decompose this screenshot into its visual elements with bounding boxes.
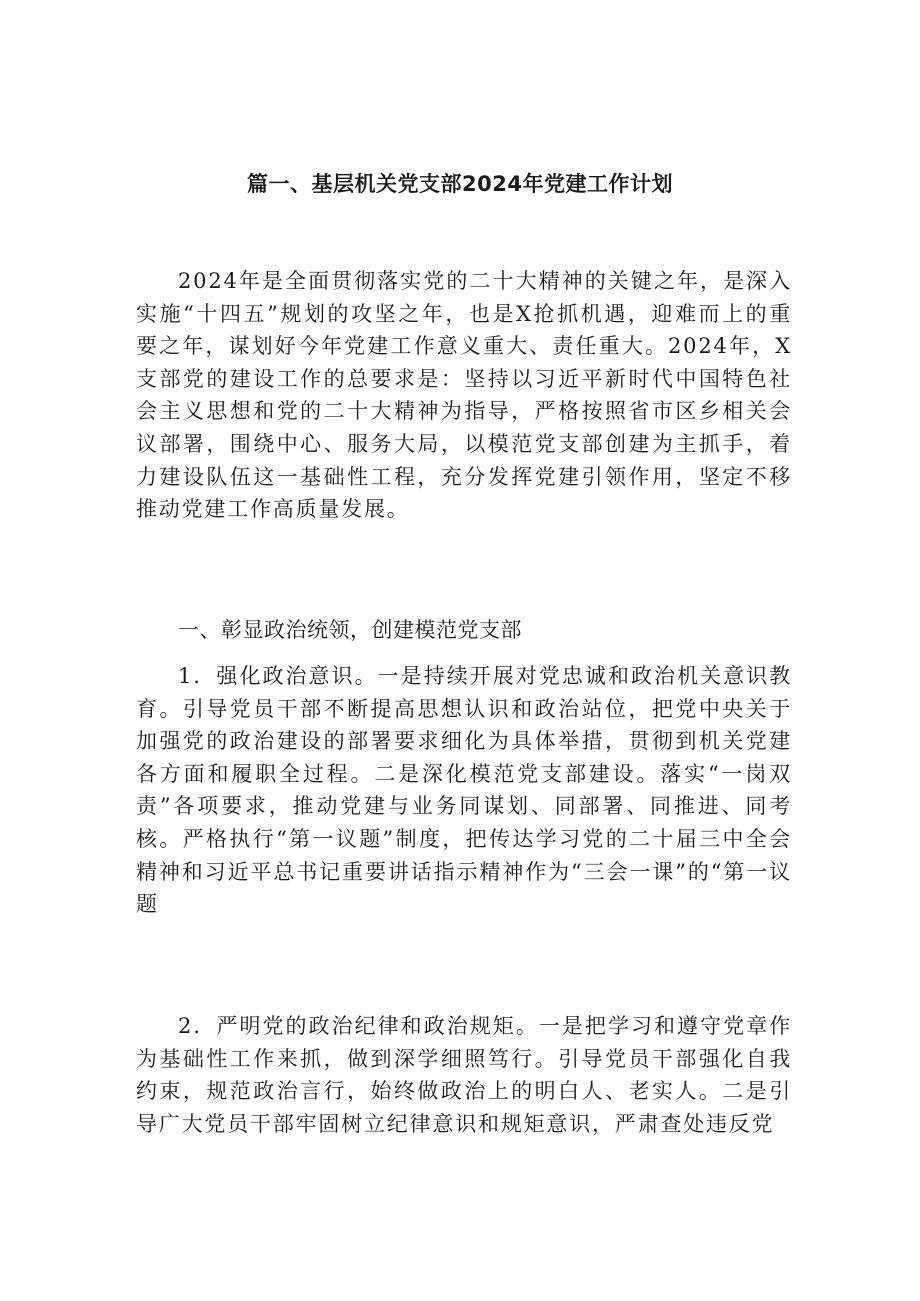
intro-paragraph: 2024年是全面贯彻落实党的二十大精神的关键之年，是深入实施“十四五”规划的攻坚之年，也是X抢抓机遇，迎难而上的重要之年，谋划好今年党建工作意义重大、责任重大。2024年，X支部党的建设工作的总要求是：坚持以习近平新时代中国特色社会主义思想和党的二十大精神为指导，严格按照省市区乡相关会议部署，围绕中心、服务大局，以模范党支部创建为主抓手，着力建设队伍这一基础性工程，充分发挥党建引领作用，坚定不移推动党建工作高质量发展。 [136, 269, 792, 522]
item-paragraph-2: 2．严明党的政治纪律和政治规矩。一是把学习和遵守党章作为基础性工作来抓，做到深学细照笃行。引导党员干部强化自我约束，规范政治言行，始终做政治上的明白人、老实人。二是引导广大党员干部牢固树立纪律意识和规矩意识，严肃查处违反党 [136, 1014, 792, 1136]
section-heading: 一、彰显政治统领，创建模范党支部 [178, 618, 522, 642]
document-title: 篇一、基层机关党支部2024年党建工作计划 [247, 172, 673, 196]
item-paragraph-1: 1．强化政治意识。一是持续开展对党忠诚和政治机关意识教育。引导党员干部不断提高思想认识和政治站位，把党中央关于加强党的政治建设的部署要求细化为具体举措，贯彻到机关党建各方面和履职全过程。二是深化模范党支部建设。落实“一岗双责”各项要求，推动党建与业务同谋划、同部署、同推进、同考核。严格执行“第一议题”制度，把传达学习党的二十届三中全会精神和习近平总书记重要讲话指示精神作为“三会一课”的“第一议题 [136, 664, 792, 917]
